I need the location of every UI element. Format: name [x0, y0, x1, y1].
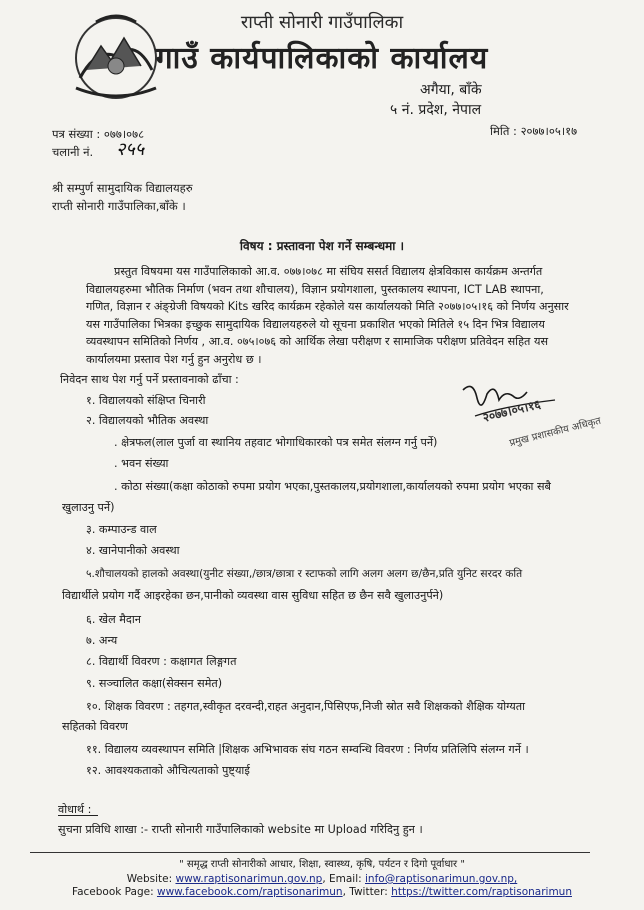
bodharth-line: सुचना प्रविधि शाखा :- राप्ती सोनारी गाउँपालिकाको website मा Upload गरिदिनु हुन ।	[58, 823, 423, 836]
body-line: व्यवस्थापन समितिको निर्णय , आ.व. ०७५।०७६ को आर्थिक लेखा परीक्षण र सामाजिक परीक्षण प्रतिवेदन सहित यस	[86, 335, 549, 348]
reference-number: पत्र संख्या : ०७७।०७८	[52, 127, 145, 141]
list-item: ११. विद्यालय व्यवस्थापन समिति |शिक्षक अभिभावक संघ गठन सम्वन्धि विवरण : निर्णय प्रतिलिपि संलग्न गर्ने ।	[86, 743, 529, 756]
footer-contacts	[0, 872, 644, 886]
list-item: विद्यार्थीले प्रयोग गर्दै आइरहेका छन,पानीको व्यवस्था वास सुविधा सहित छ छैन सवै खुलाउनुर्पने)	[62, 589, 444, 602]
signature-title: प्रमुख प्रशासकीय अधिकृत	[508, 415, 603, 450]
body-line: गणित, विज्ञान र अंङ्ग्रेजी विषयको Kits खरिद कार्यक्रम रहेकोले यस कार्यालयको मिति २०७७।०५।१६ को निर्णय अनुसार	[86, 300, 569, 313]
footer-slogan: " समृद्ध राप्ती सोनारीको आधार, शिक्षा, स्वास्थ्य, कृषि, पर्यटन र दिगो पूर्वाधार "	[179, 859, 465, 870]
dispatch-number: २५५	[116, 139, 145, 160]
letter-date: मिति : २०७७।०५।१७	[490, 124, 578, 138]
list-item: ६. खेल मैदान	[86, 613, 141, 626]
facebook-label: Facebook Page:	[72, 886, 154, 898]
website-label: Website:	[126, 873, 173, 885]
website-link[interactable]: www.raptisonarimun.gov.np	[175, 873, 323, 885]
facebook-link[interactable]: www.facebook.com/raptisonarimun	[156, 886, 343, 898]
recipient-line-2: राप्ती सोनारी गाउँपालिका,बाँके ।	[52, 199, 186, 213]
list-item: ७. अन्य	[86, 634, 118, 647]
list-item: २. विद्यालयको भौतिक अवस्था	[86, 414, 209, 427]
bodharth-underline	[58, 815, 98, 816]
footer-social	[0, 885, 644, 899]
office-location: अगैया, बाँके	[420, 82, 482, 98]
list-item: ३. कम्पाउन्ड वाल	[86, 523, 157, 536]
list-item: ५.शौचालयको हालको अवस्था(युनीट संख्या,/छात्र/छात्रा र स्टाफको लागि अलग अलग छ/छैन,प्रति युनिट सरदर कति	[86, 568, 523, 580]
footer-divider	[30, 852, 590, 853]
format-title: निवेदन साथ पेश गर्नु पर्ने प्रस्तावनाको ढाँचा :	[60, 373, 239, 386]
list-item: . कोठा संख्या(कक्षा कोठाको रुपमा प्रयोग भएका,पुस्तकालय,प्रयोगशाला,कार्यालयको रुपमा प्रयोग भएका सबै	[114, 480, 551, 493]
office-title: गाउँ कार्यपालिकाको कार्यालय	[155, 41, 489, 76]
list-item: ९. सञ्चालित कक्षा(सेक्सन समेत)	[86, 677, 223, 690]
email-label: , Email:	[322, 873, 362, 885]
subject-line: विषय : प्रस्तावना पेश गर्ने सम्बन्धमा ।	[239, 239, 405, 253]
twitter-link[interactable]: https://twitter.com/raptisonarimun	[391, 886, 572, 898]
signature-date: २०७७।०५।१६	[481, 397, 542, 425]
email-link[interactable]: info@raptisonarimun.gov.np,	[365, 873, 518, 885]
body-line: यस गाउँपालिका भित्रका इच्छुक सामुदायिक विद्यालयहरुले यो सूचना प्रकाशित भएको मितिले १५ दिन भित्र विद्यालय	[86, 317, 545, 331]
list-item: १. विद्यालयको संक्षिप्त चिनारी	[86, 394, 206, 407]
body-paragraph	[86, 263, 606, 368]
province-line: ५ नं. प्रदेश, नेपाल	[390, 102, 482, 118]
list-item: खुलाउनु पर्ने)	[62, 501, 115, 514]
recipient-line-1: श्री सम्पुर्ण सामुदायिक विद्यालयहरु	[52, 181, 193, 195]
list-item: . क्षेत्रफल(लाल पुर्जा वा स्थानिय तहवाट भोगाधिकारको पत्र समेत संलग्न गर्नु पर्ने)	[114, 436, 438, 449]
list-item: १०. शिक्षक विवरण : तहगत,स्वीकृत दरवन्दी,राहत अनुदान,पिसिएफ,निजी स्रोत सवै शिक्षकको शैक्षिक योग्यता	[86, 700, 526, 713]
body-line: प्रस्तुत विषयमा यस गाउँपालिकाको आ.व. ०७७।०७८ मा संघिय ससर्त विद्यालय क्षेत्रविकास कार्यक्रम अन्तर्गत	[114, 265, 543, 278]
twitter-label: , Twitter:	[342, 886, 388, 898]
list-item: सहितको विवरण	[62, 720, 128, 733]
list-item: ४. खानेपानीको अवस्था	[86, 544, 180, 557]
bodharth-label: वोधार्थ :	[58, 803, 92, 816]
list-item: ८. विद्यार्थी विवरण : कक्षागत लिङ्गगत	[86, 655, 237, 668]
body-line: विद्यालयहरुमा भौतिक निर्माण (भवन तथा शौचालय), विज्ञान प्रयोगशाला, पुस्तकालय स्थापना, ICT LAB स्थापना,	[86, 282, 544, 296]
body-line: कार्यालयमा प्रस्ताव पेश गर्नु हुन अनुरोध छ ।	[86, 352, 262, 366]
municipality-name: राप्ती सोनारी गाउँपालिका	[240, 12, 404, 33]
list-item: . भवन संख्या	[114, 457, 169, 470]
list-item: १२. आवश्यकताको औचित्यताको पुष्ट्याई	[86, 764, 250, 777]
dispatch-label: चलानी नं.	[52, 145, 94, 159]
